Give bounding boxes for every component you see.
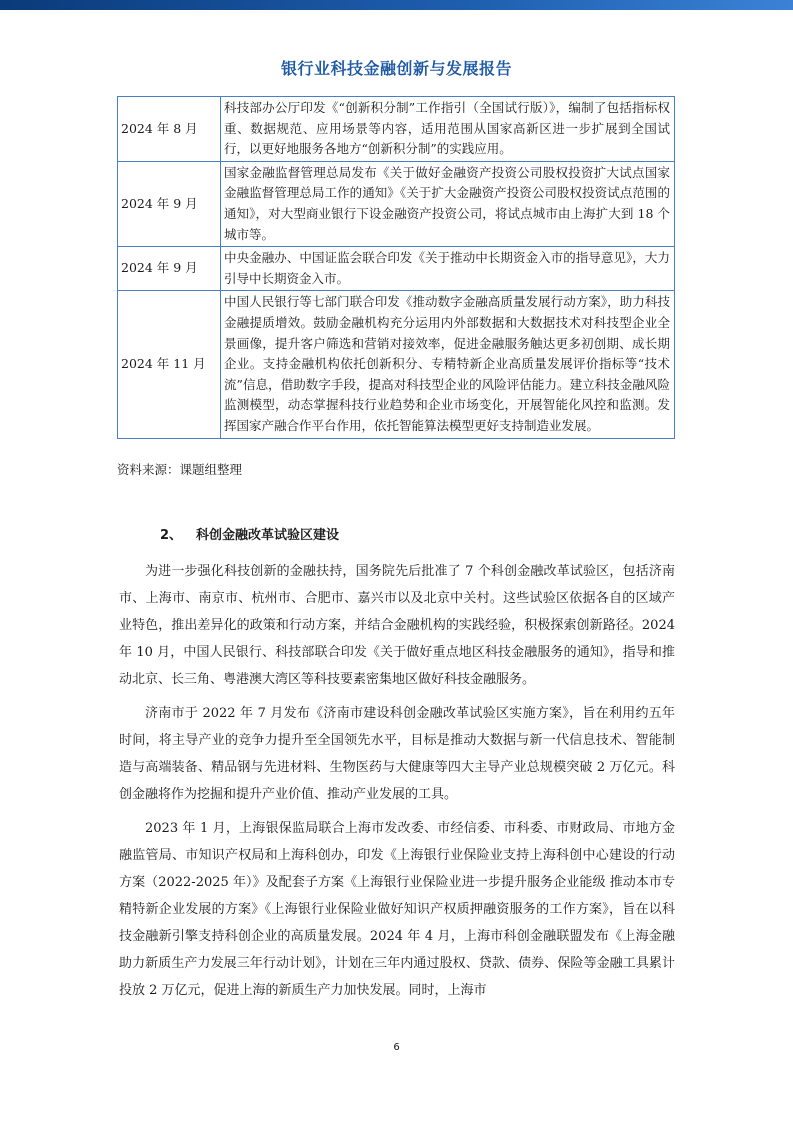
policy-timeline-table	[117, 96, 675, 439]
section-number: 2、	[160, 528, 183, 543]
paragraph: 济南市于 2022 年 7 月发布《济南市建设科创金融改革试验区实施方案》，旨在利用约五年时间，将主导产业的竞争力提升至全国领先水平，目标是推动大数据与新一代信息技术、智能制造与高端装备、精品钢与先进材料、生物医药与大健康等四大主导产业总规模突破 2 万亿元。科创金融将作为挖掘和提升产业价值、推动产业发展的工具。	[119, 706, 675, 802]
table-row	[118, 247, 675, 291]
header-accent-bar	[0, 0, 793, 10]
row-date: 2024 年 9 月	[118, 247, 221, 291]
paragraph: 为进一步强化科技创新的金融扶持，国务院先后批准了 7 个科创金融改革试验区，包括济南市、上海市、南京市、杭州市、合肥市、嘉兴市以及北京中关村。这些试验区依据各自的区域产业特色，推出差异化的政策和行动方案，并结合金融机构的实践经验，积极探索创新路径。2024 年 10 月，中国人民银行、科技部联合印发《关于做好重点地区科技金融服务的通知》，指导和推动北京、长三角、粤港澳大湾区等科技要素密集地区做好科技金融服务。	[119, 564, 675, 687]
row-description: 中国人民银行等七部门联合印发《推动数字金融高质量发展行动方案》，助力科技金融提质增效。鼓励金融机构充分运用内外部数据和大数据技术对科技型企业全景画像，提升客户筛选和营销对接效率，促进金融服务触达更多初创期、成长期企业。支持金融机构依托创新积分、专精特新企业高质量发展评价指标等“技术流”信息，借助数字手段，提高对科技型企业的风险评估能力。建立科技金融风险监测模型，动态掌握科技行业趋势和企业市场变化，开展智能化风控和监测。发挥国家产融合作平台作用，依托智能算法模型更好支持制造业发展。	[221, 291, 675, 438]
row-description: 国家金融监督管理总局发布《关于做好金融资产投资公司股权投资扩大试点国家金融监督管理总局工作的通知》《关于扩大金融资产投资公司股权投资试点范围的通知》，对大型商业银行下设金融资产投资公司，将试点城市由上海扩大到 18 个城市等。	[221, 161, 675, 246]
row-date: 2024 年 8 月	[118, 97, 221, 162]
row-date: 2024 年 11 月	[118, 291, 221, 438]
section-title: 科创金融改革试验区建设	[196, 528, 340, 543]
paragraph: 2023 年 1 月，上海银保监局联合上海市发改委、市经信委、市科委、市财政局、市地方金融监管局、市知识产权局和上海科创办，印发《上海银行业保险业支持上海科创中心建设的行动方案（2022-2025 年）》及配套子方案《上海银行业保险业进一步提升服务企业能级 推动本市专精特新企业发展的方案》《上海银行业保险业做好知识产权质押融资服务的工作方案》，旨在以科技金融新引擎支持科创企业的高质量发展。2024 年 4 月，上海市科创金融联盟发布《上海金融助力新质生产力发展三年行动计划》，计划在三年内通过股权、贷款、债券、保险等金融工具累计投放 2 万亿元，促进上海的新质生产力加快发展。同时，上海市	[119, 821, 675, 998]
table-source-note: 资料来源：课题组整理	[117, 462, 243, 477]
table-row	[118, 161, 675, 246]
row-date: 2024 年 9 月	[118, 161, 221, 246]
table-row	[118, 291, 675, 438]
section-heading	[160, 526, 339, 546]
row-description: 科技部办公厅印发《“创新积分制”工作指引（全国试行版）》，编制了包括指标权重、数据规范、应用场景等内容，适用范围从国家高新区进一步扩展到全国试行，以更好地服务各地方“创新积分制”的实践应用。	[221, 97, 675, 162]
report-title: 银行业科技金融创新与发展报告	[280, 59, 512, 78]
page-number: 6	[393, 1042, 400, 1053]
table-row	[118, 97, 675, 162]
body-text	[119, 558, 675, 1011]
row-description: 中央金融办、中国证监会联合印发《关于推动中长期资金入市的指导意见》，大力引导中长期资金入市。	[221, 247, 675, 291]
